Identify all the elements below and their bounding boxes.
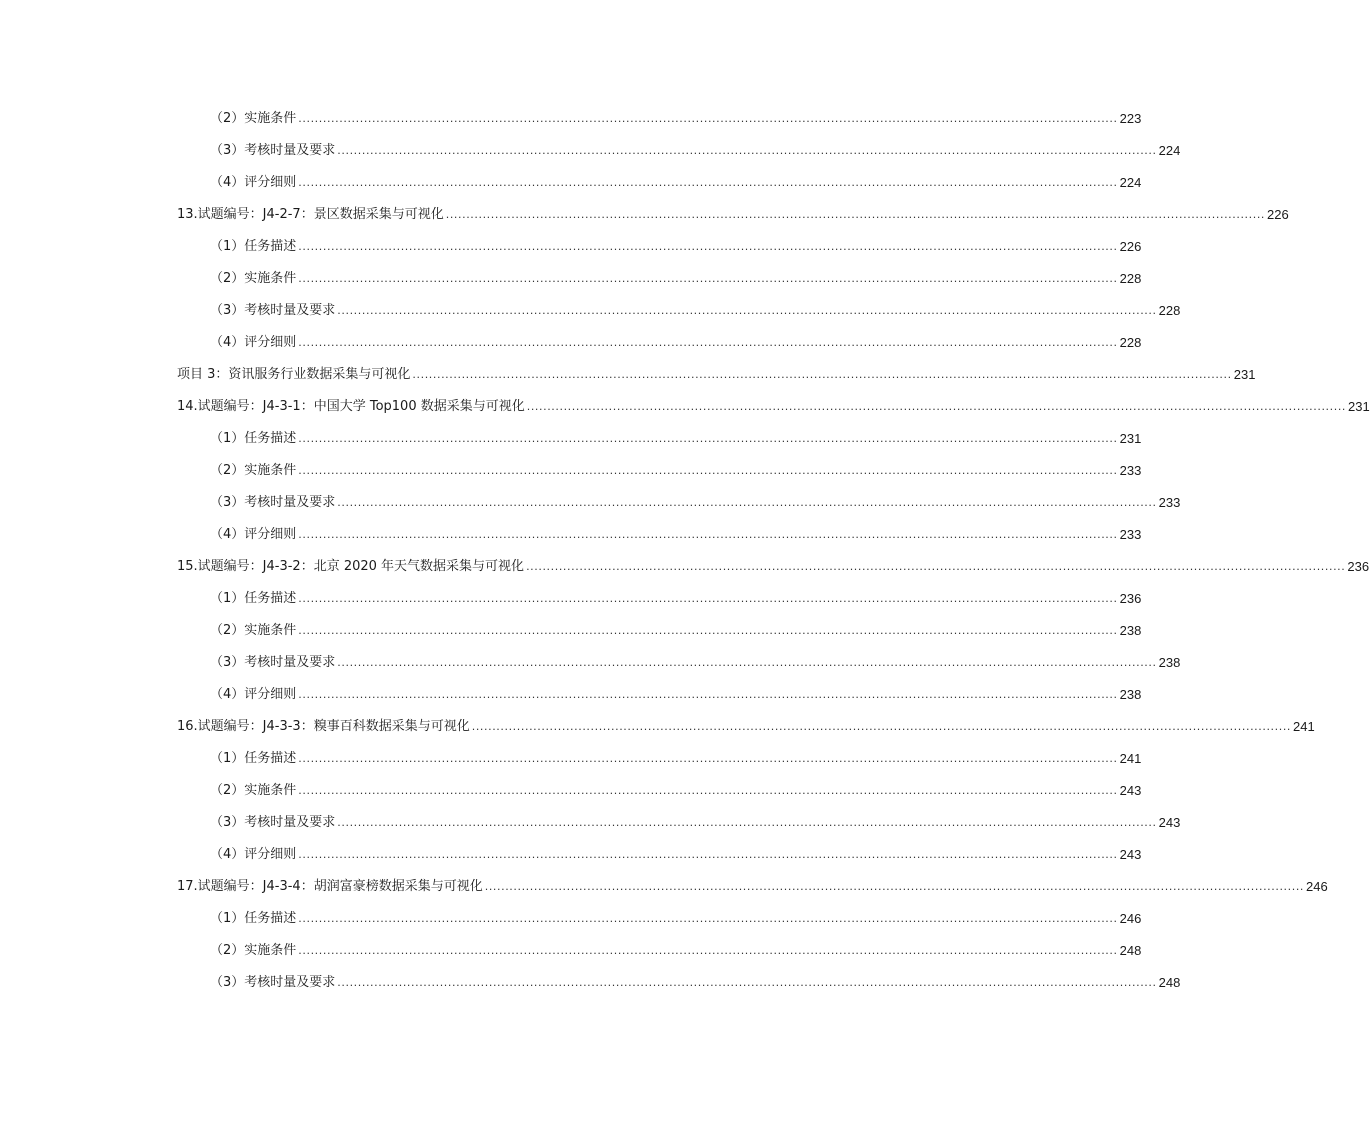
toc-dot-leader: ........................................................................................................................................................................................................ — [484, 880, 1305, 893]
toc-entry-page: 228 — [1119, 271, 1142, 286]
toc-entry-page: 231 — [1233, 367, 1256, 382]
toc-entry-title: （1）任务描述 — [210, 431, 297, 446]
toc-entry[interactable] — [210, 647, 1181, 671]
toc-dot-leader: ........................................................................................................................................................................................................ — [337, 816, 1157, 829]
toc-entry-title: （3）考核时量及要求 — [210, 143, 336, 158]
toc-entry[interactable] — [210, 423, 1142, 447]
toc-entry-title: （2）实施条件 — [210, 271, 297, 286]
toc-entry-page: 246 — [1119, 911, 1142, 926]
toc-entry-page: 238 — [1119, 687, 1142, 702]
toc-entry-page: 224 — [1119, 175, 1142, 190]
toc-entry-title: 17.试题编号：J4-3-4：胡润富豪榜数据采集与可视化 — [177, 879, 483, 894]
toc-entry-page: 233 — [1119, 463, 1142, 478]
toc-entry-title: （4）评分细则 — [210, 335, 297, 350]
toc-entry-title: （3）考核时量及要求 — [210, 975, 336, 990]
toc-entry-page: 241 — [1293, 719, 1315, 734]
toc-entry-page: 226 — [1267, 207, 1289, 222]
toc-entry[interactable] — [210, 679, 1142, 703]
toc-entry[interactable] — [210, 743, 1142, 767]
toc-dot-leader: ........................................................................................................................................................................................................ — [526, 400, 1347, 413]
toc-entry-title: （3）考核时量及要求 — [210, 303, 336, 318]
toc-entry[interactable] — [210, 935, 1142, 959]
toc-entry-title: 项目 3：资讯服务行业数据采集与可视化 — [177, 367, 411, 382]
toc-dot-leader: ........................................................................................................................................................................................................ — [298, 112, 1118, 125]
toc-entry-title: （2）实施条件 — [210, 623, 297, 638]
toc-entry[interactable] — [177, 711, 1315, 735]
toc-entry-title: （3）考核时量及要求 — [210, 655, 336, 670]
toc-entry-title: （2）实施条件 — [210, 463, 297, 478]
toc-dot-leader: ........................................................................................................................................................................................................ — [298, 272, 1118, 285]
toc-entry-title: （1）任务描述 — [210, 751, 297, 766]
toc-entry-page: 248 — [1119, 943, 1142, 958]
toc-entry[interactable] — [210, 583, 1142, 607]
toc-dot-leader: ........................................................................................................................................................................................................ — [298, 912, 1118, 925]
toc-entry-page: 243 — [1158, 815, 1181, 830]
toc-dot-leader: ........................................................................................................................................................................................................ — [337, 496, 1157, 509]
toc-entry-title: （2）实施条件 — [210, 943, 297, 958]
toc-dot-leader: ........................................................................................................................................................................................................ — [298, 528, 1118, 541]
toc-entry-title: （3）考核时量及要求 — [210, 495, 336, 510]
toc-entry-page: 243 — [1119, 847, 1142, 862]
toc-dot-leader: ........................................................................................................................................................................................................ — [337, 656, 1157, 669]
toc-entry-page: 248 — [1158, 975, 1181, 990]
toc-entry-page: 231 — [1348, 399, 1370, 414]
toc-entry-title: 15.试题编号：J4-3-2：北京 2020 年天气数据采集与可视化 — [177, 559, 525, 574]
toc-entry[interactable] — [177, 871, 1328, 895]
toc-dot-leader: ........................................................................................................................................................................................................ — [298, 688, 1118, 701]
toc-dot-leader: ........................................................................................................................................................................................................ — [337, 304, 1157, 317]
toc-entry[interactable] — [210, 487, 1181, 511]
toc-dot-leader: ........................................................................................................................................................................................................ — [412, 368, 1232, 381]
toc-entry-title: （1）任务描述 — [210, 591, 297, 606]
toc-entry-title: （2）实施条件 — [210, 783, 297, 798]
toc-entry[interactable] — [210, 775, 1142, 799]
toc-entry-page: 228 — [1158, 303, 1181, 318]
toc-dot-leader: ........................................................................................................................................................................................................ — [298, 240, 1118, 253]
toc-entry-page: 231 — [1119, 431, 1142, 446]
toc-dot-leader: ........................................................................................................................................................................................................ — [526, 560, 1346, 573]
toc-entry[interactable] — [210, 295, 1181, 319]
toc-entry[interactable] — [210, 967, 1181, 991]
toc-entry-title: （3）考核时量及要求 — [210, 815, 336, 830]
toc-dot-leader: ........................................................................................................................................................................................................ — [337, 976, 1157, 989]
toc-entry-page: 238 — [1158, 655, 1181, 670]
toc-entry[interactable] — [177, 391, 1370, 415]
toc-entry-page: 241 — [1119, 751, 1142, 766]
toc-entry[interactable] — [177, 199, 1289, 223]
toc-entry-title: （4）评分细则 — [210, 847, 297, 862]
toc-entry-title: 13.试题编号：J4-2-7：景区数据采集与可视化 — [177, 207, 444, 222]
toc-entry-title: 14.试题编号：J4-3-1：中国大学 Top100 数据采集与可视化 — [177, 399, 525, 414]
toc-entry[interactable] — [210, 327, 1142, 351]
toc-entry[interactable] — [210, 103, 1142, 127]
toc-dot-leader: ........................................................................................................................................................................................................ — [337, 144, 1157, 157]
toc-entry[interactable] — [210, 167, 1142, 191]
toc-entry[interactable] — [210, 903, 1142, 927]
toc-entry-page: 233 — [1158, 495, 1181, 510]
toc-dot-leader: ........................................................................................................................................................................................................ — [298, 592, 1118, 605]
toc-entry[interactable] — [210, 839, 1142, 863]
toc-dot-leader: ........................................................................................................................................................................................................ — [298, 624, 1118, 637]
toc-entry-page: 228 — [1119, 335, 1142, 350]
toc-dot-leader: ........................................................................................................................................................................................................ — [298, 336, 1118, 349]
toc-entry-page: 223 — [1119, 111, 1142, 126]
toc-dot-leader: ........................................................................................................................................................................................................ — [471, 720, 1292, 733]
toc-entry-title: （2）实施条件 — [210, 111, 297, 126]
toc-entry-title: （4）评分细则 — [210, 687, 297, 702]
toc-dot-leader: ........................................................................................................................................................................................................ — [298, 944, 1118, 957]
toc-entry-title: （4）评分细则 — [210, 527, 297, 542]
toc-entry[interactable] — [177, 551, 1370, 575]
toc-entry-title: （1）任务描述 — [210, 911, 297, 926]
toc-dot-leader: ........................................................................................................................................................................................................ — [298, 752, 1118, 765]
toc-entry[interactable] — [210, 807, 1181, 831]
toc-entry[interactable] — [210, 519, 1142, 543]
toc-dot-leader: ........................................................................................................................................................................................................ — [298, 176, 1118, 189]
toc-entry-title: 16.试题编号：J4-3-3：糗事百科数据采集与可视化 — [177, 719, 470, 734]
toc-dot-leader: ........................................................................................................................................................................................................ — [298, 784, 1118, 797]
toc-entry-title: （1）任务描述 — [210, 239, 297, 254]
toc-entry-page: 238 — [1119, 623, 1142, 638]
toc-dot-leader: ........................................................................................................................................................................................................ — [298, 432, 1118, 445]
toc-entry-page: 236 — [1347, 559, 1370, 574]
toc-entry[interactable] — [210, 135, 1181, 159]
toc-entry[interactable] — [177, 359, 1256, 383]
toc-entry[interactable] — [210, 231, 1142, 255]
toc-entry-page: 236 — [1119, 591, 1142, 606]
toc-dot-leader: ........................................................................................................................................................................................................ — [298, 848, 1118, 861]
toc-entry-title: （4）评分细则 — [210, 175, 297, 190]
toc-entry-page: 246 — [1306, 879, 1328, 894]
toc-entry-page: 224 — [1158, 143, 1181, 158]
toc-dot-leader: ........................................................................................................................................................................................................ — [445, 208, 1266, 221]
toc-entry[interactable] — [210, 263, 1142, 287]
toc-entry-page: 226 — [1119, 239, 1142, 254]
toc-entry[interactable] — [210, 455, 1142, 479]
toc-entry-page: 233 — [1119, 527, 1142, 542]
toc-dot-leader: ........................................................................................................................................................................................................ — [298, 464, 1118, 477]
toc-entry[interactable] — [210, 615, 1142, 639]
toc-entry-page: 243 — [1119, 783, 1142, 798]
